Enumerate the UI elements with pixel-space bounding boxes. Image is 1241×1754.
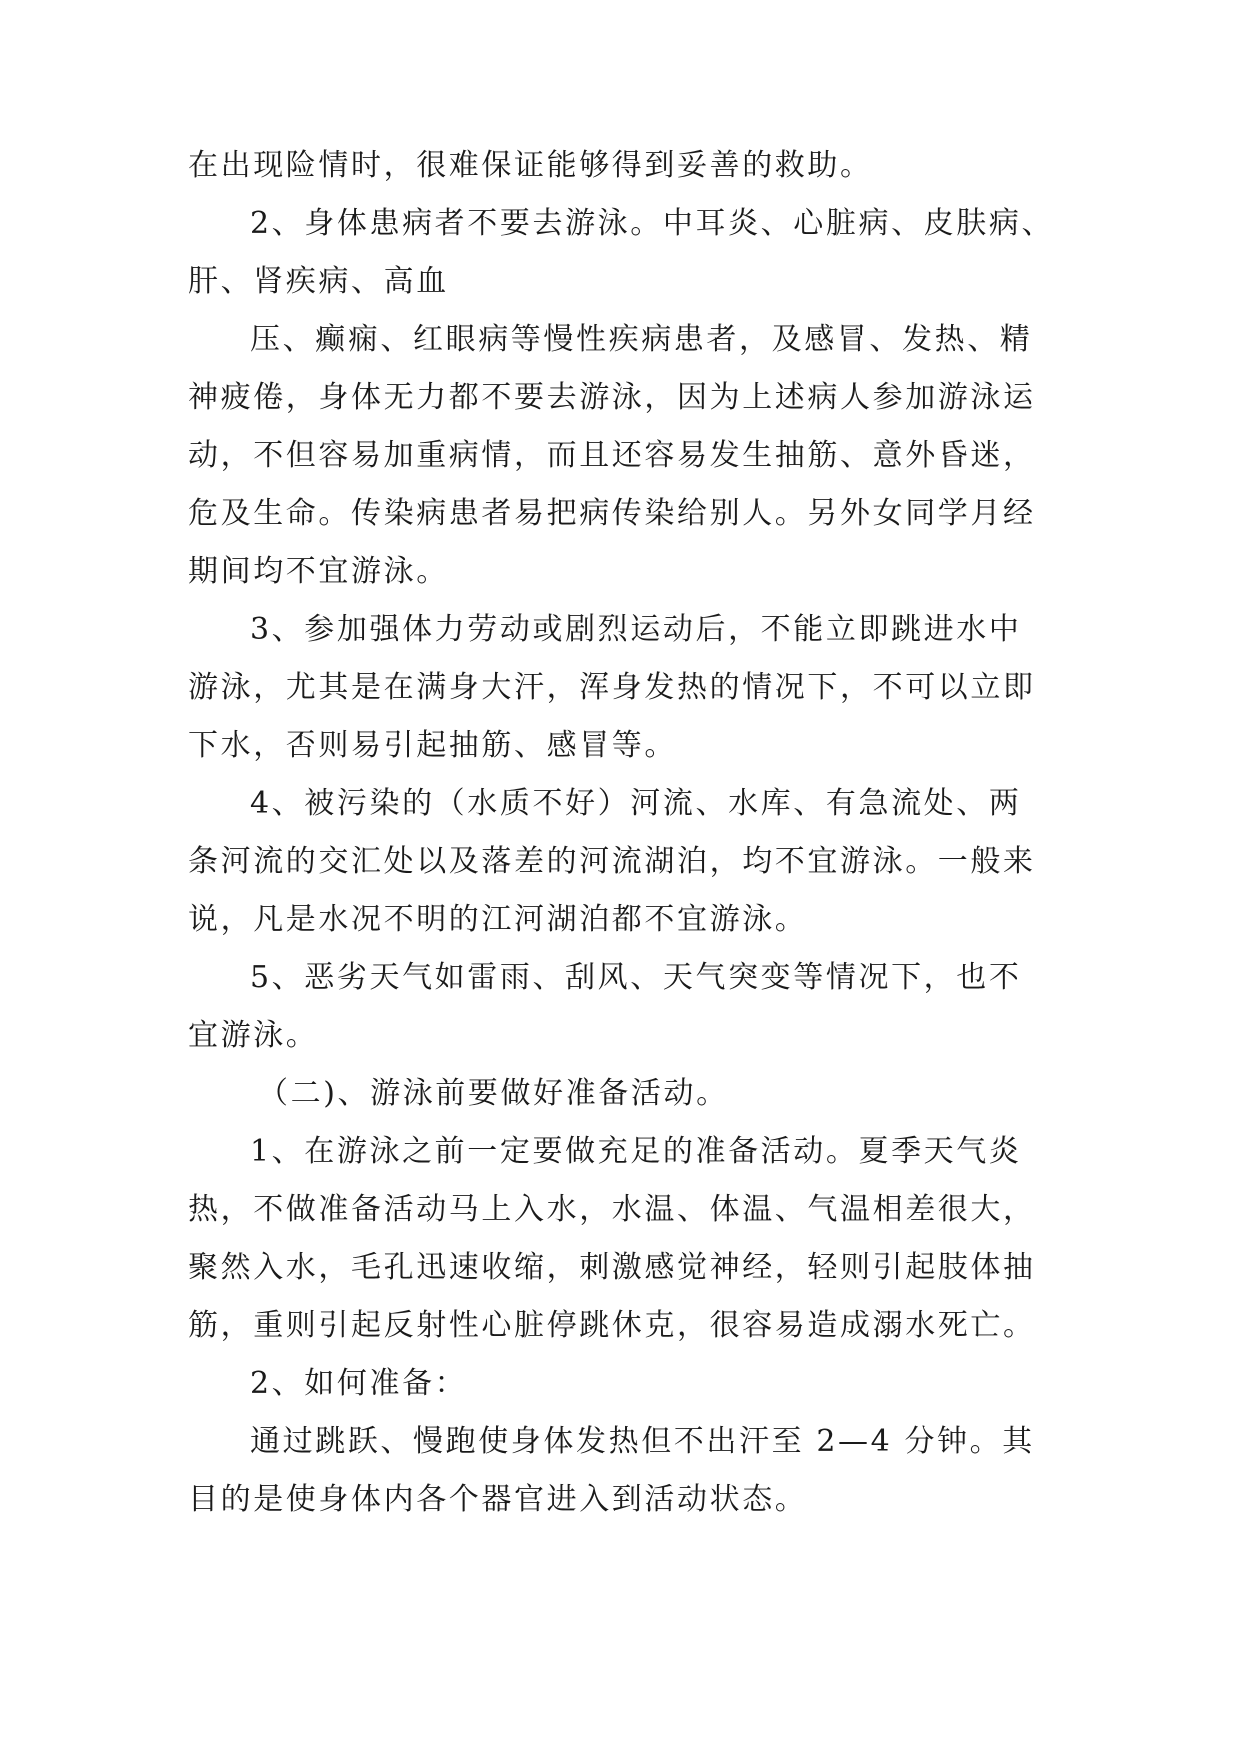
text-line: 说，凡是水况不明的江河湖泊都不宜游泳。: [188, 902, 808, 937]
text-line: 下水，否则易引起抽筋、感冒等。: [188, 728, 677, 763]
text-line: 3、参加强体力劳动或剧烈运动后，不能立即跳进水中: [250, 612, 1022, 647]
text-line: 5、恶劣天气如雷雨、刮风、天气突变等情况下，也不: [250, 960, 1022, 995]
text-line: 2、身体患病者不要去游泳。中耳炎、心脏病、皮肤病、: [250, 206, 1055, 241]
text-line: 筋，重则引起反射性心脏停跳休克，很容易造成溺水死亡。: [188, 1308, 1036, 1343]
text-line: 宜游泳。: [188, 1018, 319, 1053]
text-line: 在出现险情时，很难保证能够得到妥善的救助。: [188, 148, 873, 183]
text-line: 目的是使身体内各个器官进入到活动状态。: [188, 1482, 808, 1517]
text-line: 聚然入水，毛孔迅速收缩，刺激感觉神经，轻则引起肢体抽: [188, 1250, 1036, 1285]
text-line: 动，不但容易加重病情，而且还容易发生抽筋、意外昏迷，: [188, 438, 1036, 473]
text-line: 游泳，尤其是在满身大汗，浑身发热的情况下，不可以立即: [188, 670, 1036, 705]
text-line: 肝、肾疾病、高血: [188, 264, 449, 299]
text-line: 2、如何准备：: [250, 1366, 468, 1401]
text-line: 神疲倦，身体无力都不要去游泳，因为上述病人参加游泳运: [188, 380, 1036, 415]
text-line: 条河流的交汇处以及落差的河流湖泊，均不宜游泳。一般来: [188, 844, 1036, 879]
text-line: 通过跳跃、慢跑使身体发热但不出汗至 2—4 分钟。其: [250, 1424, 1035, 1459]
section-heading: （二)、游泳前要做好准备活动。: [258, 1076, 729, 1111]
text-line: 危及生命。传染病患者易把病传染给别人。另外女同学月经: [188, 496, 1036, 531]
text-line: 压、癫痫、红眼病等慢性疾病患者，及感冒、发热、精: [250, 322, 1033, 357]
text-line: 期间均不宜游泳。: [188, 554, 449, 589]
text-line: 热，不做准备活动马上入水，水温、体温、气温相差很大，: [188, 1192, 1036, 1227]
text-line: 4、被污染的（水质不好）河流、水库、有急流处、两: [250, 786, 1022, 821]
text-line: 1、在游泳之前一定要做充足的准备活动。夏季天气炎: [250, 1134, 1022, 1169]
